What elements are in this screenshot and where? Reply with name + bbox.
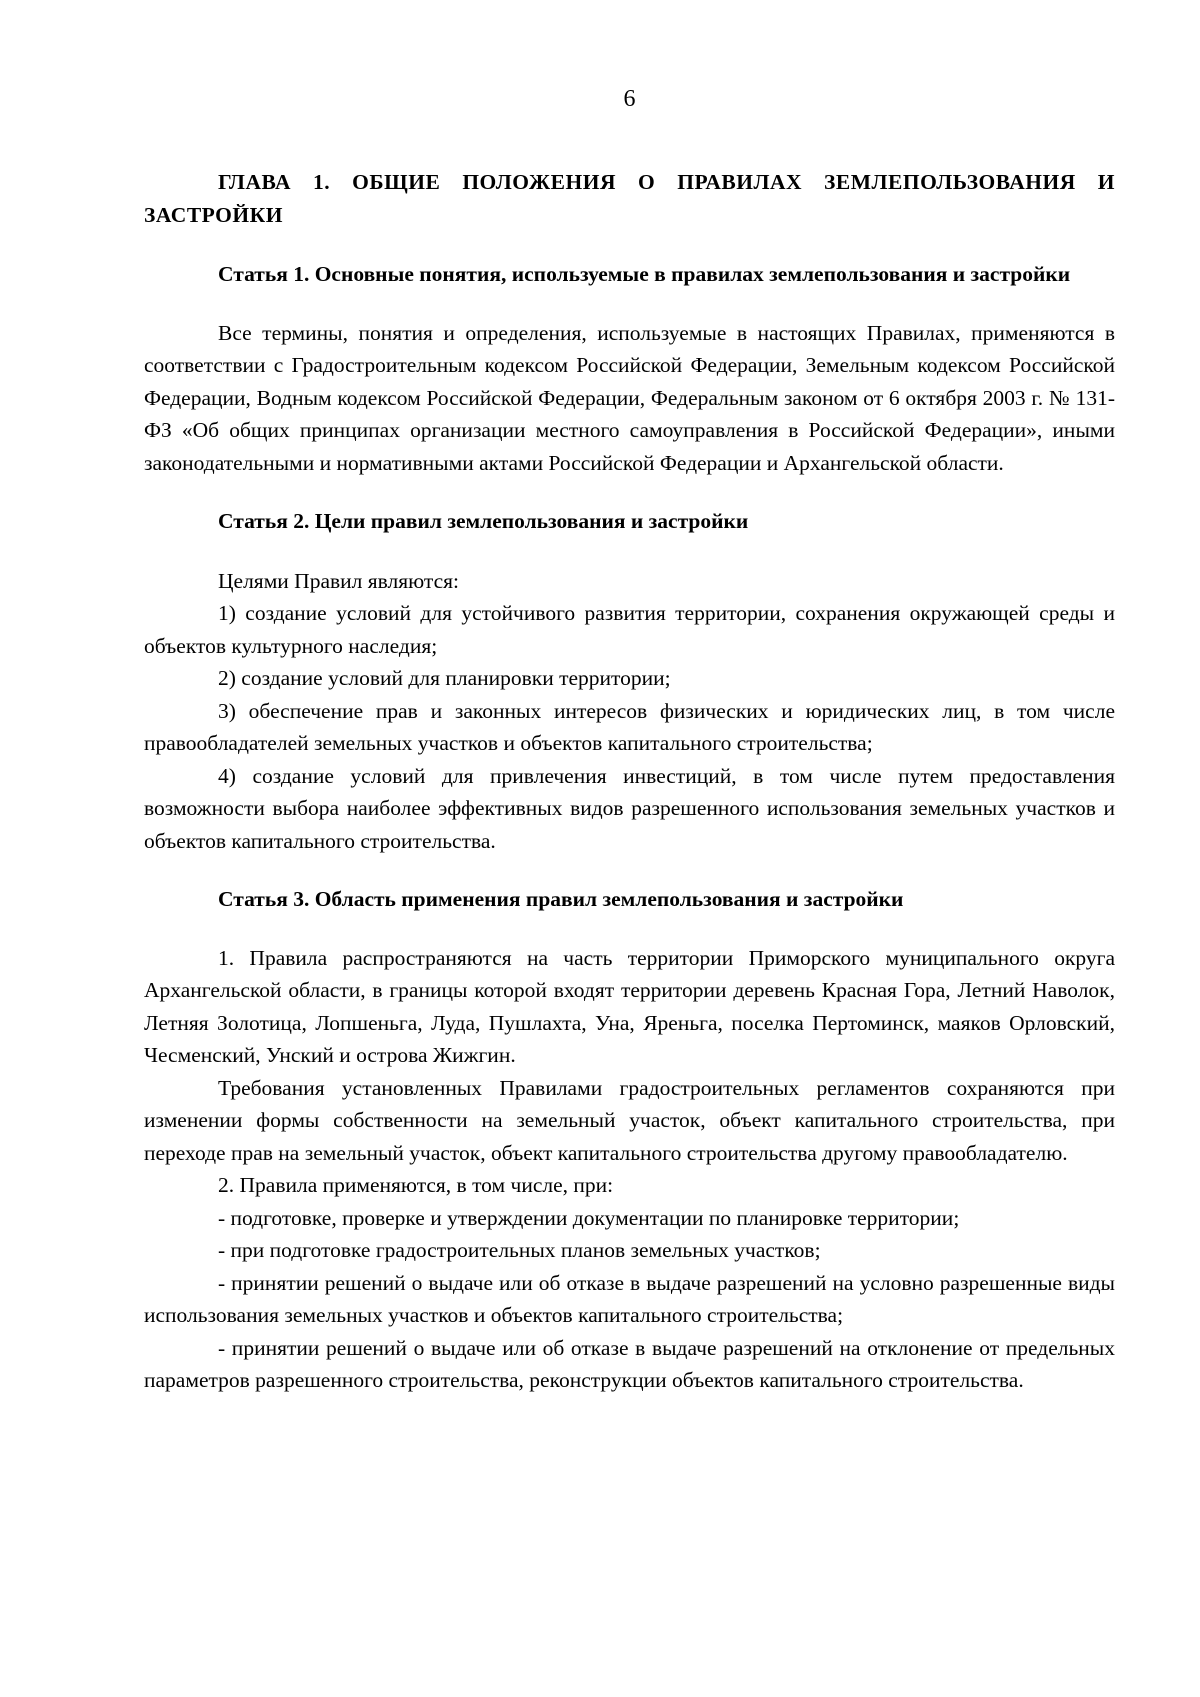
- article-3-title: Статья 3. Область применения правил землепользования и застройки: [218, 887, 904, 911]
- page-number: 6: [623, 86, 636, 112]
- article-2-paragraph: 1) создание условий для устойчивого развития территории, сохранения окружающей среды и объектов культурного наследия;: [144, 601, 1115, 658]
- article-3-paragraph: - при подготовке градостроительных планов земельных участков;: [218, 1238, 821, 1262]
- article-3-paragraph: 2. Правила применяются, в том числе, при:: [218, 1173, 614, 1197]
- article-3-paragraph: Требования установленных Правилами градостроительных регламентов сохраняются при изменении формы собственности на земельный участок, объект капитального строительства, при переходе прав на земельный участок, объект капитального строительства другому правообладателю.: [144, 1075, 1115, 1165]
- article-2-paragraph: 3) обеспечение прав и законных интересов физических и юридических лиц, в том числе правообладателей земельных участков и объектов капитального строительства;: [144, 698, 1115, 755]
- article-2-paragraph: Целями Правил являются:: [218, 568, 459, 593]
- chapter-title: ГЛАВА 1. ОБЩИЕ ПОЛОЖЕНИЯ О ПРАВИЛАХ ЗЕМЛЕПОЛЬЗОВАНИЯ И ЗАСТРОЙКИ: [144, 170, 1115, 227]
- article-2-title: Статья 2. Цели правил землепользования и застройки: [218, 509, 749, 533]
- article-3-paragraph: - принятии решений о выдаче или об отказе в выдаче разрешений на отклонение от предельных параметров разрешенного строительства, реконструкции объектов капитального строительства.: [144, 1335, 1115, 1392]
- article-3-paragraph: 1. Правила распространяются на часть территории Приморского муниципального округа Архангельской области, в границы которой входят территории деревень Красная Гора, Летний Наволок, Летняя Золотица, Лопшеньга, Луда, Пушлахта, Уна, Яреньга, поселка Пертоминск, маяков Орловский, Чесменский, Унский и острова Жижгин.: [144, 945, 1115, 1067]
- article-1-title: Статья 1. Основные понятия, используемые в правилах землепользования и застройки: [218, 262, 1071, 286]
- article-1-paragraph: Все термины, понятия и определения, используемые в настоящих Правилах, применяются в соответствии с Градостроительным кодексом Российской Федерации, Земельным кодексом Российской Федерации, Водным кодексом Российской Федерации, Федеральным законом от 6 октября 2003 г. № 131-ФЗ «Об общих принципах организации местного самоуправления в Российской Федерации», иными законодательными и нормативными актами Российской Федерации и Архангельской области.: [144, 320, 1115, 475]
- article-2-paragraph: 2) создание условий для планировки территории;: [218, 666, 671, 690]
- page-content: [144, 166, 1115, 1397]
- article-2-paragraph: 4) создание условий для привлечения инвестиций, в том числе путем предоставления возможности выбора наиболее эффективных видов разрешенного использования земельных участков и объектов капитального строительства.: [144, 763, 1115, 853]
- article-3-paragraph: - принятии решений о выдаче или об отказе в выдаче разрешений на условно разрешенные виды использования земельных участков и объектов капитального строительства;: [144, 1270, 1115, 1327]
- article-3-paragraph: - подготовке, проверке и утверждении документации по планировке территории;: [218, 1205, 960, 1230]
